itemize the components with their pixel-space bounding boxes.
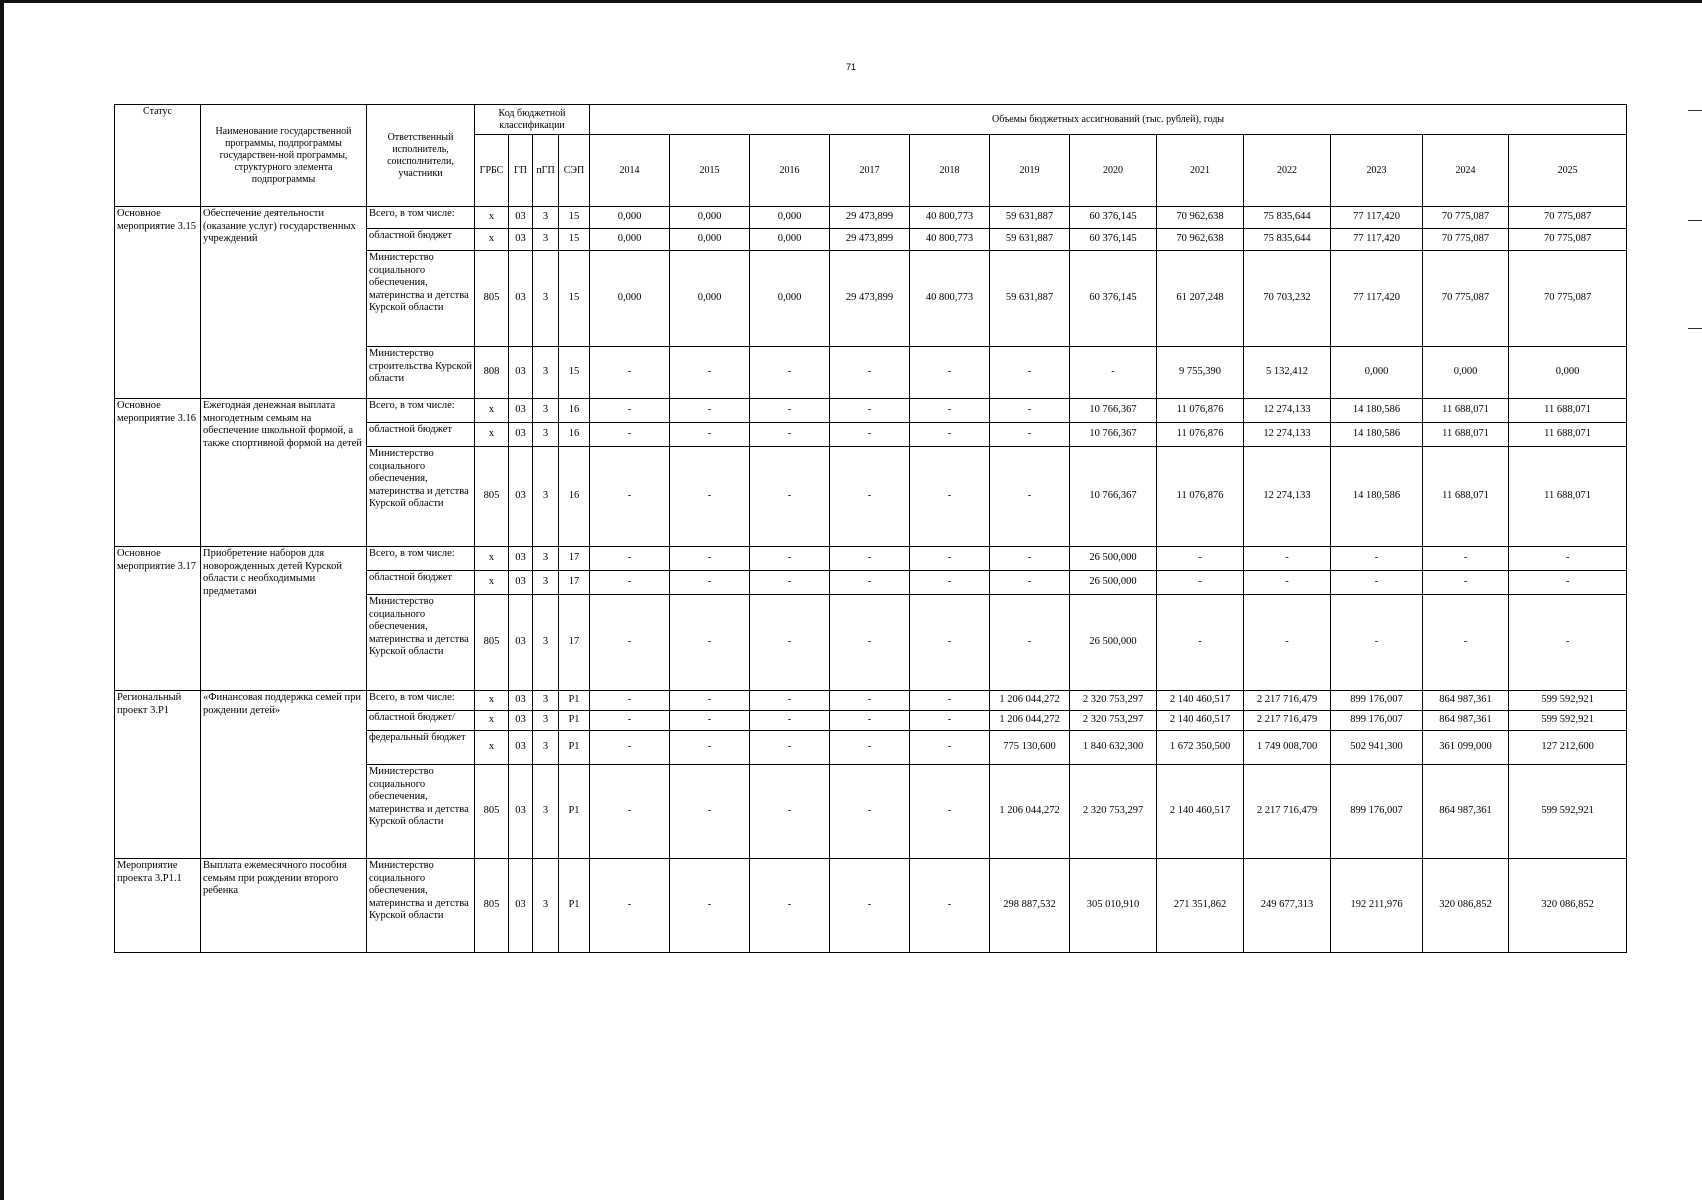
amount-cell: -	[990, 571, 1070, 595]
amount-cell: -	[670, 859, 750, 953]
amount-cell: -	[990, 595, 1070, 691]
budget-code-cell: 03	[509, 547, 533, 571]
amount-cell: -	[670, 765, 750, 859]
amount-cell: -	[1244, 571, 1331, 595]
amount-cell: -	[1423, 571, 1509, 595]
row-label: Всего, в том числе:	[367, 207, 475, 229]
amount-cell: -	[1157, 547, 1244, 571]
header-code-col: ГП	[509, 135, 533, 207]
amount-cell: -	[1509, 595, 1627, 691]
amount-cell: -	[910, 399, 990, 423]
amount-cell: 502 941,300	[1331, 731, 1423, 765]
amount-cell: 2 320 753,297	[1070, 765, 1157, 859]
budget-code-cell: 3	[533, 251, 559, 347]
group-name: Приобретение наборов для новорожденных детей Курской области с необходимыми предметами	[201, 547, 367, 691]
amount-cell: -	[910, 423, 990, 447]
amount-cell: -	[990, 399, 1070, 423]
amount-cell: 26 500,000	[1070, 547, 1157, 571]
amount-cell: -	[1509, 571, 1627, 595]
amount-cell: -	[670, 447, 750, 547]
amount-cell: -	[750, 347, 830, 399]
amount-cell: 899 176,007	[1331, 711, 1423, 731]
amount-cell: 0,000	[750, 229, 830, 251]
group-name: Ежегодная денежная выплата многодетным семьям на обеспечение школьной формой, а также спортивной формой на детей	[201, 399, 367, 547]
amount-cell: 29 473,899	[830, 229, 910, 251]
budget-code-cell: 3	[533, 399, 559, 423]
amount-cell: -	[590, 691, 670, 711]
amount-cell: -	[1157, 571, 1244, 595]
amount-cell: -	[670, 547, 750, 571]
amount-cell: 2 217 716,479	[1244, 765, 1331, 859]
amount-cell: -	[670, 423, 750, 447]
amount-cell: 2 140 460,517	[1157, 711, 1244, 731]
budget-code-cell: 15	[559, 251, 590, 347]
amount-cell: 59 631,887	[990, 251, 1070, 347]
group-status: Основное мероприятие 3.15	[115, 207, 201, 399]
amount-cell: 2 217 716,479	[1244, 691, 1331, 711]
amount-cell: -	[1244, 595, 1331, 691]
amount-cell: 40 800,773	[910, 207, 990, 229]
amount-cell: -	[910, 731, 990, 765]
amount-cell: 1 749 008,700	[1244, 731, 1331, 765]
group-name: Обеспечение деятельности (оказание услуг) государственных учреждений	[201, 207, 367, 399]
header-code-col: СЭП	[559, 135, 590, 207]
budget-code-cell: 3	[533, 711, 559, 731]
amount-cell: -	[1244, 547, 1331, 571]
amount-cell: -	[910, 595, 990, 691]
amount-cell: -	[590, 731, 670, 765]
amount-cell: 899 176,007	[1331, 765, 1423, 859]
amount-cell: -	[910, 547, 990, 571]
budget-code-cell: 3	[533, 207, 559, 229]
amount-cell: 599 592,921	[1509, 711, 1627, 731]
amount-cell: 2 140 460,517	[1157, 691, 1244, 711]
header-status: Статус	[115, 105, 201, 207]
amount-cell: -	[750, 731, 830, 765]
header-year: 2020	[1070, 135, 1157, 207]
amount-cell: -	[830, 547, 910, 571]
budget-code-cell: 03	[509, 571, 533, 595]
budget-code-cell: Р1	[559, 859, 590, 953]
amount-cell: 61 207,248	[1157, 251, 1244, 347]
header-responsible: Ответственный исполнитель, соисполнители, участники	[367, 105, 475, 207]
amount-cell: 298 887,532	[990, 859, 1070, 953]
budget-code-cell: 3	[533, 691, 559, 711]
budget-code-cell: 3	[533, 765, 559, 859]
amount-cell: -	[590, 399, 670, 423]
amount-cell: 29 473,899	[830, 251, 910, 347]
budget-code-cell: 805	[475, 595, 509, 691]
amount-cell: 11 688,071	[1423, 447, 1509, 547]
amount-cell: 0,000	[590, 251, 670, 347]
amount-cell: 0,000	[750, 251, 830, 347]
amount-cell: 305 010,910	[1070, 859, 1157, 953]
amount-cell: -	[830, 347, 910, 399]
header-year: 2016	[750, 135, 830, 207]
amount-cell: -	[830, 765, 910, 859]
amount-cell: -	[910, 691, 990, 711]
amount-cell: 11 688,071	[1423, 423, 1509, 447]
amount-cell: -	[1509, 547, 1627, 571]
amount-cell: 59 631,887	[990, 229, 1070, 251]
amount-cell: -	[1157, 595, 1244, 691]
amount-cell: 127 212,600	[1509, 731, 1627, 765]
amount-cell: 70 775,087	[1423, 207, 1509, 229]
amount-cell: 40 800,773	[910, 251, 990, 347]
budget-code-cell: 17	[559, 571, 590, 595]
amount-cell: -	[1423, 547, 1509, 571]
row-label: Всего, в том числе:	[367, 547, 475, 571]
amount-cell: 599 592,921	[1509, 765, 1627, 859]
header-volumes: Объемы бюджетных ассигнований (тыс. рублей), годы	[590, 105, 1627, 135]
amount-cell: 899 176,007	[1331, 691, 1423, 711]
amount-cell: -	[910, 711, 990, 731]
row-label: Министерство социального обеспечения, материнства и детства Курской области	[367, 595, 475, 691]
amount-cell: -	[910, 447, 990, 547]
amount-cell: -	[590, 765, 670, 859]
budget-code-cell: 808	[475, 347, 509, 399]
header-code-col: ГРБС	[475, 135, 509, 207]
amount-cell: -	[670, 399, 750, 423]
margin-mark	[1688, 110, 1702, 111]
budget-code-cell: Р1	[559, 731, 590, 765]
group-name: «Финансовая поддержка семей при рождении детей»	[201, 691, 367, 859]
row-label: Министерство социального обеспечения, материнства и детства Курской области	[367, 765, 475, 859]
table-row	[115, 399, 1627, 423]
amount-cell: 9 755,390	[1157, 347, 1244, 399]
amount-cell: 1 206 044,272	[990, 765, 1070, 859]
amount-cell: -	[590, 571, 670, 595]
amount-cell: -	[990, 423, 1070, 447]
budget-code-cell: x	[475, 711, 509, 731]
amount-cell: 1 840 632,300	[1070, 731, 1157, 765]
amount-cell: 0,000	[670, 207, 750, 229]
amount-cell: -	[670, 347, 750, 399]
amount-cell: -	[670, 595, 750, 691]
budget-code-cell: 03	[509, 229, 533, 251]
budget-code-cell: 16	[559, 399, 590, 423]
amount-cell: 70 775,087	[1509, 207, 1627, 229]
row-label: областной бюджет/	[367, 711, 475, 731]
budget-code-cell: x	[475, 229, 509, 251]
amount-cell: 77 117,420	[1331, 207, 1423, 229]
amount-cell: -	[990, 547, 1070, 571]
budget-code-cell: 03	[509, 447, 533, 547]
header-year: 2024	[1423, 135, 1509, 207]
amount-cell: -	[1331, 571, 1423, 595]
budget-code-cell: Р1	[559, 765, 590, 859]
budget-code-cell: x	[475, 547, 509, 571]
amount-cell: -	[590, 859, 670, 953]
amount-cell: -	[750, 711, 830, 731]
budget-code-cell: 16	[559, 423, 590, 447]
amount-cell: 14 180,586	[1331, 447, 1423, 547]
row-label: Министерство строительства Курской области	[367, 347, 475, 399]
amount-cell: 775 130,600	[990, 731, 1070, 765]
group-name: Выплата ежемесячного пособия семьям при рождении второго ребенка	[201, 859, 367, 953]
amount-cell: 2 320 753,297	[1070, 711, 1157, 731]
header-year: 2019	[990, 135, 1070, 207]
group-status: Региональный проект 3.Р1	[115, 691, 201, 859]
amount-cell: 0,000	[1331, 347, 1423, 399]
amount-cell: -	[590, 347, 670, 399]
amount-cell: -	[750, 447, 830, 547]
header-year: 2018	[910, 135, 990, 207]
budget-code-cell: 15	[559, 229, 590, 251]
amount-cell: 11 076,876	[1157, 399, 1244, 423]
budget-code-cell: x	[475, 399, 509, 423]
scan-border-left	[0, 0, 4, 1200]
budget-code-cell: 03	[509, 423, 533, 447]
row-label: Министерство социального обеспечения, материнства и детства Курской области	[367, 447, 475, 547]
amount-cell: -	[830, 711, 910, 731]
amount-cell: 14 180,586	[1331, 423, 1423, 447]
amount-cell: 11 076,876	[1157, 423, 1244, 447]
amount-cell: 10 766,367	[1070, 399, 1157, 423]
amount-cell: 14 180,586	[1331, 399, 1423, 423]
row-label: областной бюджет	[367, 571, 475, 595]
row-label: областной бюджет	[367, 423, 475, 447]
amount-cell: 0,000	[590, 207, 670, 229]
amount-cell: 75 835,644	[1244, 229, 1331, 251]
amount-cell: 5 132,412	[1244, 347, 1331, 399]
amount-cell: -	[910, 765, 990, 859]
amount-cell: 11 688,071	[1423, 399, 1509, 423]
amount-cell: -	[1423, 595, 1509, 691]
budget-code-cell: 805	[475, 251, 509, 347]
amount-cell: -	[830, 859, 910, 953]
header-year: 2017	[830, 135, 910, 207]
table-row	[115, 859, 1627, 953]
budget-code-cell: 03	[509, 711, 533, 731]
amount-cell: -	[830, 731, 910, 765]
budget-code-cell: 03	[509, 251, 533, 347]
amount-cell: 70 703,232	[1244, 251, 1331, 347]
amount-cell: 10 766,367	[1070, 447, 1157, 547]
amount-cell: 1 206 044,272	[990, 711, 1070, 731]
amount-cell: -	[750, 765, 830, 859]
table-row	[115, 207, 1627, 229]
amount-cell: 70 775,087	[1509, 251, 1627, 347]
table-row	[115, 691, 1627, 711]
budget-code-cell: 03	[509, 691, 533, 711]
amount-cell: 70 962,638	[1157, 229, 1244, 251]
amount-cell: -	[750, 423, 830, 447]
budget-code-cell: 3	[533, 547, 559, 571]
header-year: 2021	[1157, 135, 1244, 207]
amount-cell: 2 217 716,479	[1244, 711, 1331, 731]
header-code-col: пГП	[533, 135, 559, 207]
budget-code-cell: 3	[533, 595, 559, 691]
budget-code-cell: 03	[509, 347, 533, 399]
amount-cell: 60 376,145	[1070, 251, 1157, 347]
budget-code-cell: x	[475, 691, 509, 711]
budget-code-cell: 17	[559, 547, 590, 571]
amount-cell: 0,000	[670, 251, 750, 347]
amount-cell: -	[590, 595, 670, 691]
amount-cell: 26 500,000	[1070, 571, 1157, 595]
amount-cell: 11 076,876	[1157, 447, 1244, 547]
margin-mark	[1688, 220, 1702, 221]
amount-cell: -	[990, 347, 1070, 399]
amount-cell: 70 775,087	[1423, 229, 1509, 251]
amount-cell: -	[830, 447, 910, 547]
amount-cell: 0,000	[750, 207, 830, 229]
budget-code-cell: 03	[509, 859, 533, 953]
amount-cell: 0,000	[670, 229, 750, 251]
amount-cell: -	[670, 571, 750, 595]
budget-code-cell: 03	[509, 765, 533, 859]
amount-cell: 60 376,145	[1070, 229, 1157, 251]
amount-cell: -	[830, 691, 910, 711]
header-year: 2025	[1509, 135, 1627, 207]
budget-code-cell: 03	[509, 207, 533, 229]
header-year: 2022	[1244, 135, 1331, 207]
budget-code-cell: 805	[475, 765, 509, 859]
budget-code-cell: 3	[533, 447, 559, 547]
amount-cell: 0,000	[1509, 347, 1627, 399]
group-status: Мероприятие проекта 3.Р1.1	[115, 859, 201, 953]
row-label: областной бюджет	[367, 229, 475, 251]
amount-cell: -	[830, 571, 910, 595]
amount-cell: 0,000	[590, 229, 670, 251]
amount-cell: 70 775,087	[1509, 229, 1627, 251]
budget-code-cell: 15	[559, 347, 590, 399]
amount-cell: 77 117,420	[1331, 251, 1423, 347]
amount-cell: -	[1331, 547, 1423, 571]
amount-cell: 864 987,361	[1423, 765, 1509, 859]
amount-cell: 12 274,133	[1244, 423, 1331, 447]
amount-cell: 864 987,361	[1423, 711, 1509, 731]
amount-cell: 2 140 460,517	[1157, 765, 1244, 859]
budget-code-cell: 3	[533, 347, 559, 399]
amount-cell: -	[590, 447, 670, 547]
budget-code-cell: 03	[509, 595, 533, 691]
margin-mark	[1688, 328, 1702, 329]
amount-cell: 11 688,071	[1509, 423, 1627, 447]
amount-cell: 11 688,071	[1509, 447, 1627, 547]
scan-border-top	[0, 0, 1702, 3]
amount-cell: 59 631,887	[990, 207, 1070, 229]
amount-cell: -	[590, 547, 670, 571]
amount-cell: -	[910, 571, 990, 595]
header-year: 2014	[590, 135, 670, 207]
amount-cell: -	[1331, 595, 1423, 691]
amount-cell: 77 117,420	[1331, 229, 1423, 251]
row-label: Всего, в том числе:	[367, 691, 475, 711]
row-label: Министерство социального обеспечения, материнства и детства Курской области	[367, 859, 475, 953]
budget-code-cell: 3	[533, 859, 559, 953]
amount-cell: 599 592,921	[1509, 691, 1627, 711]
amount-cell: 12 274,133	[1244, 447, 1331, 547]
budget-code-cell: 17	[559, 595, 590, 691]
amount-cell: -	[670, 731, 750, 765]
amount-cell: 26 500,000	[1070, 595, 1157, 691]
amount-cell: 320 086,852	[1509, 859, 1627, 953]
header-year: 2023	[1331, 135, 1423, 207]
row-label: Всего, в том числе:	[367, 399, 475, 423]
amount-cell: 192 211,976	[1331, 859, 1423, 953]
budget-code-cell: 3	[533, 571, 559, 595]
amount-cell: 361 099,000	[1423, 731, 1509, 765]
amount-cell: -	[990, 447, 1070, 547]
budget-code-cell: Р1	[559, 711, 590, 731]
row-label: федеральный бюджет	[367, 731, 475, 765]
amount-cell: -	[830, 399, 910, 423]
amount-cell: 11 688,071	[1509, 399, 1627, 423]
page-number: 71	[845, 62, 856, 72]
amount-cell: 70 775,087	[1423, 251, 1509, 347]
budget-code-cell: 15	[559, 207, 590, 229]
amount-cell: 249 677,313	[1244, 859, 1331, 953]
amount-cell: 271 351,862	[1157, 859, 1244, 953]
amount-cell: -	[670, 711, 750, 731]
budget-allocation-table	[114, 104, 1627, 953]
amount-cell: 1 672 350,500	[1157, 731, 1244, 765]
header-year: 2015	[670, 135, 750, 207]
budget-code-cell: 03	[509, 731, 533, 765]
budget-code-cell: Р1	[559, 691, 590, 711]
amount-cell: 60 376,145	[1070, 207, 1157, 229]
header-budget-code: Код бюджетной классификации	[475, 105, 590, 135]
amount-cell: -	[670, 691, 750, 711]
budget-code-cell: x	[475, 207, 509, 229]
budget-code-cell: 03	[509, 399, 533, 423]
amount-cell: -	[750, 547, 830, 571]
row-label: Министерство социального обеспечения, материнства и детства Курской области	[367, 251, 475, 347]
amount-cell: -	[910, 347, 990, 399]
budget-code-cell: 3	[533, 229, 559, 251]
amount-cell: 29 473,899	[830, 207, 910, 229]
amount-cell: -	[750, 691, 830, 711]
amount-cell: 320 086,852	[1423, 859, 1509, 953]
budget-code-cell: x	[475, 423, 509, 447]
amount-cell: 40 800,773	[910, 229, 990, 251]
amount-cell: -	[830, 423, 910, 447]
amount-cell: -	[590, 711, 670, 731]
amount-cell: -	[910, 859, 990, 953]
group-status: Основное мероприятие 3.16	[115, 399, 201, 547]
budget-code-cell: x	[475, 731, 509, 765]
amount-cell: -	[750, 595, 830, 691]
budget-code-cell: 805	[475, 447, 509, 547]
budget-code-cell: 3	[533, 731, 559, 765]
group-status: Основное мероприятие 3.17	[115, 547, 201, 691]
amount-cell: -	[750, 571, 830, 595]
amount-cell: 1 206 044,272	[990, 691, 1070, 711]
amount-cell: -	[750, 859, 830, 953]
amount-cell: 70 962,638	[1157, 207, 1244, 229]
amount-cell: -	[1070, 347, 1157, 399]
amount-cell: 0,000	[1423, 347, 1509, 399]
header-name: Наименование государственной программы, подпрограммы государствен-ной программы, структурного элемента подпрограммы	[201, 105, 367, 207]
budget-code-cell: 3	[533, 423, 559, 447]
amount-cell: 864 987,361	[1423, 691, 1509, 711]
budget-code-cell: 805	[475, 859, 509, 953]
amount-cell: 75 835,644	[1244, 207, 1331, 229]
amount-cell: -	[590, 423, 670, 447]
budget-code-cell: 16	[559, 447, 590, 547]
budget-code-cell: x	[475, 571, 509, 595]
amount-cell: 12 274,133	[1244, 399, 1331, 423]
amount-cell: -	[750, 399, 830, 423]
table-row	[115, 547, 1627, 571]
amount-cell: 2 320 753,297	[1070, 691, 1157, 711]
amount-cell: 10 766,367	[1070, 423, 1157, 447]
amount-cell: -	[830, 595, 910, 691]
